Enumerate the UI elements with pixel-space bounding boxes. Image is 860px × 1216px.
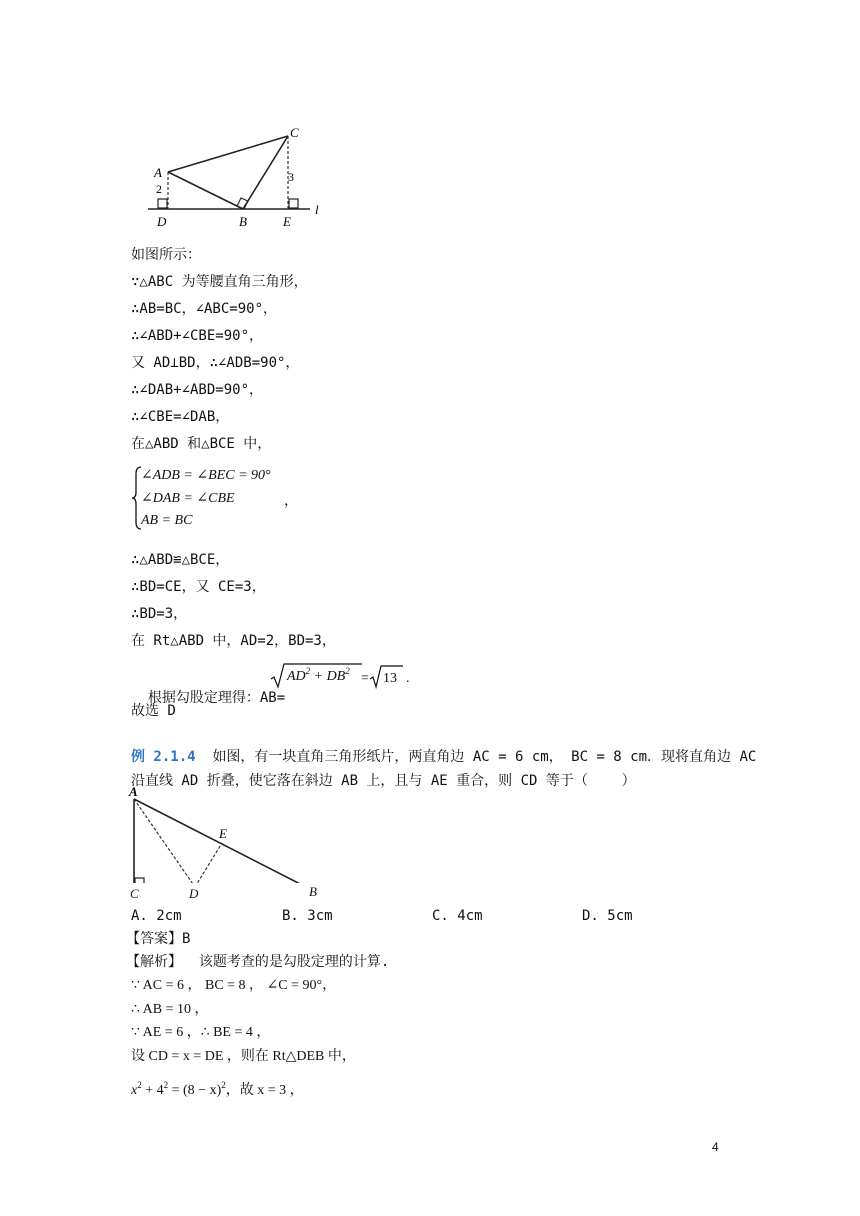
analysis-head: 【解析】 该题考查的是勾股定理的计算.	[126, 954, 390, 970]
sol1-line5: 又 AD⊥BD，∴∠ADB=90°，	[131, 355, 300, 371]
analysis-line3: ∵ AE = 6 ，∴ BE = 4 ，	[131, 1025, 271, 1040]
radicand-ad: AD	[287, 669, 306, 684]
fig2-label-d: D	[189, 886, 199, 901]
label-ce-length: 3	[288, 170, 294, 184]
answer: 【答案】B	[126, 931, 191, 947]
eq-result: ，故 x = 3 ，	[225, 1083, 304, 1098]
sqrt-lead: 根据勾股定理得：AB=	[147, 690, 286, 706]
example-line2: 沿直线 AD 折叠，使它落在斜边 AB 上，且与 AE 重合，则 CD 等于（ ）	[131, 773, 636, 789]
page-number: 4	[712, 1140, 719, 1154]
radicand-db: + DB	[310, 669, 346, 684]
system-row1: ∠ADB = ∠BEC = 90°	[141, 468, 271, 483]
exp-db: 2	[345, 666, 350, 676]
sol1-line3: ∴AB=BC，∠ABC=90°，	[131, 301, 278, 317]
exp-ad: 2	[305, 666, 311, 676]
sol1-line6: ∴∠DAB+∠ABD=90°，	[131, 382, 264, 398]
label-c: C	[290, 125, 299, 140]
label-l: l	[315, 202, 319, 217]
figure-fold-triangle	[124, 783, 324, 883]
figure-triangle-abc	[140, 120, 340, 232]
system-row3: AB = BC	[141, 513, 193, 528]
sol1-line10: ∴BD=CE，又 CE=3，	[131, 579, 266, 595]
sol1-line9: ∴△ABD≌△BCE，	[131, 552, 230, 568]
eq-exp3: 2	[221, 1080, 226, 1090]
sqrt-equals: =	[361, 671, 369, 686]
sol1-line11: ∴BD=3，	[131, 606, 188, 622]
eq-rhs: = (8 − x)	[168, 1083, 222, 1098]
label-d: D	[157, 214, 167, 229]
option-c: C. 4cm	[432, 908, 483, 924]
example-tag: 例 2.1.4	[131, 749, 196, 765]
sqrt-radicand	[287, 666, 350, 685]
sol1-line1: 如图所示：	[131, 247, 201, 263]
eq-exp1: 2	[137, 1080, 142, 1090]
analysis-line5	[131, 1082, 304, 1100]
sqrt-period: .	[406, 671, 410, 686]
sol1-line2: ∵△ABC 为等腰直角三角形，	[131, 274, 308, 290]
fig2-label-e: E	[219, 826, 227, 841]
fig2-label-c: C	[130, 886, 139, 901]
label-e: E	[283, 214, 291, 229]
sol1-line7: ∴∠CBE=∠DAB，	[131, 409, 230, 425]
analysis-line4: 设 CD = x = DE ，则在 Rt△DEB 中，	[131, 1049, 356, 1064]
eq-exp2: 2	[163, 1080, 169, 1090]
label-ad-length: 2	[156, 182, 162, 196]
eq-4: + 4	[141, 1083, 164, 1098]
analysis-line2: ∴ AB = 10 ，	[131, 1002, 209, 1017]
sol1-line14: 故选 D	[131, 703, 176, 719]
label-a: A	[154, 165, 162, 180]
example-line1	[131, 748, 756, 766]
sqrt-13: 13	[383, 671, 397, 686]
sol1-line8: 在△ABD 和△BCE 中，	[131, 436, 272, 452]
label-b: B	[239, 214, 247, 229]
option-d: D. 5cm	[582, 908, 633, 924]
example-q1: 如图，有一块直角三角形纸片，两直角边 AC = 6 cm， BC = 8 cm．现将直角边 AC	[212, 749, 757, 765]
sol1-line4: ∴∠ABD+∠CBE=90°，	[131, 328, 264, 344]
option-b: B. 3cm	[282, 908, 333, 924]
system-row2: ∠DAB = ∠CBE	[141, 491, 235, 506]
analysis-line1: ∵ AC = 6 ， BC = 8 ， ∠C = 90°，	[131, 978, 337, 993]
fig2-label-b: B	[309, 884, 317, 899]
system-tail: ，	[284, 493, 298, 509]
option-a: A. 2cm	[131, 908, 182, 924]
fig2-label-a: A	[129, 784, 138, 799]
sol1-line12: 在 Rt△ABD 中，AD=2，BD=3，	[131, 633, 336, 649]
eq-x: x	[131, 1083, 138, 1098]
